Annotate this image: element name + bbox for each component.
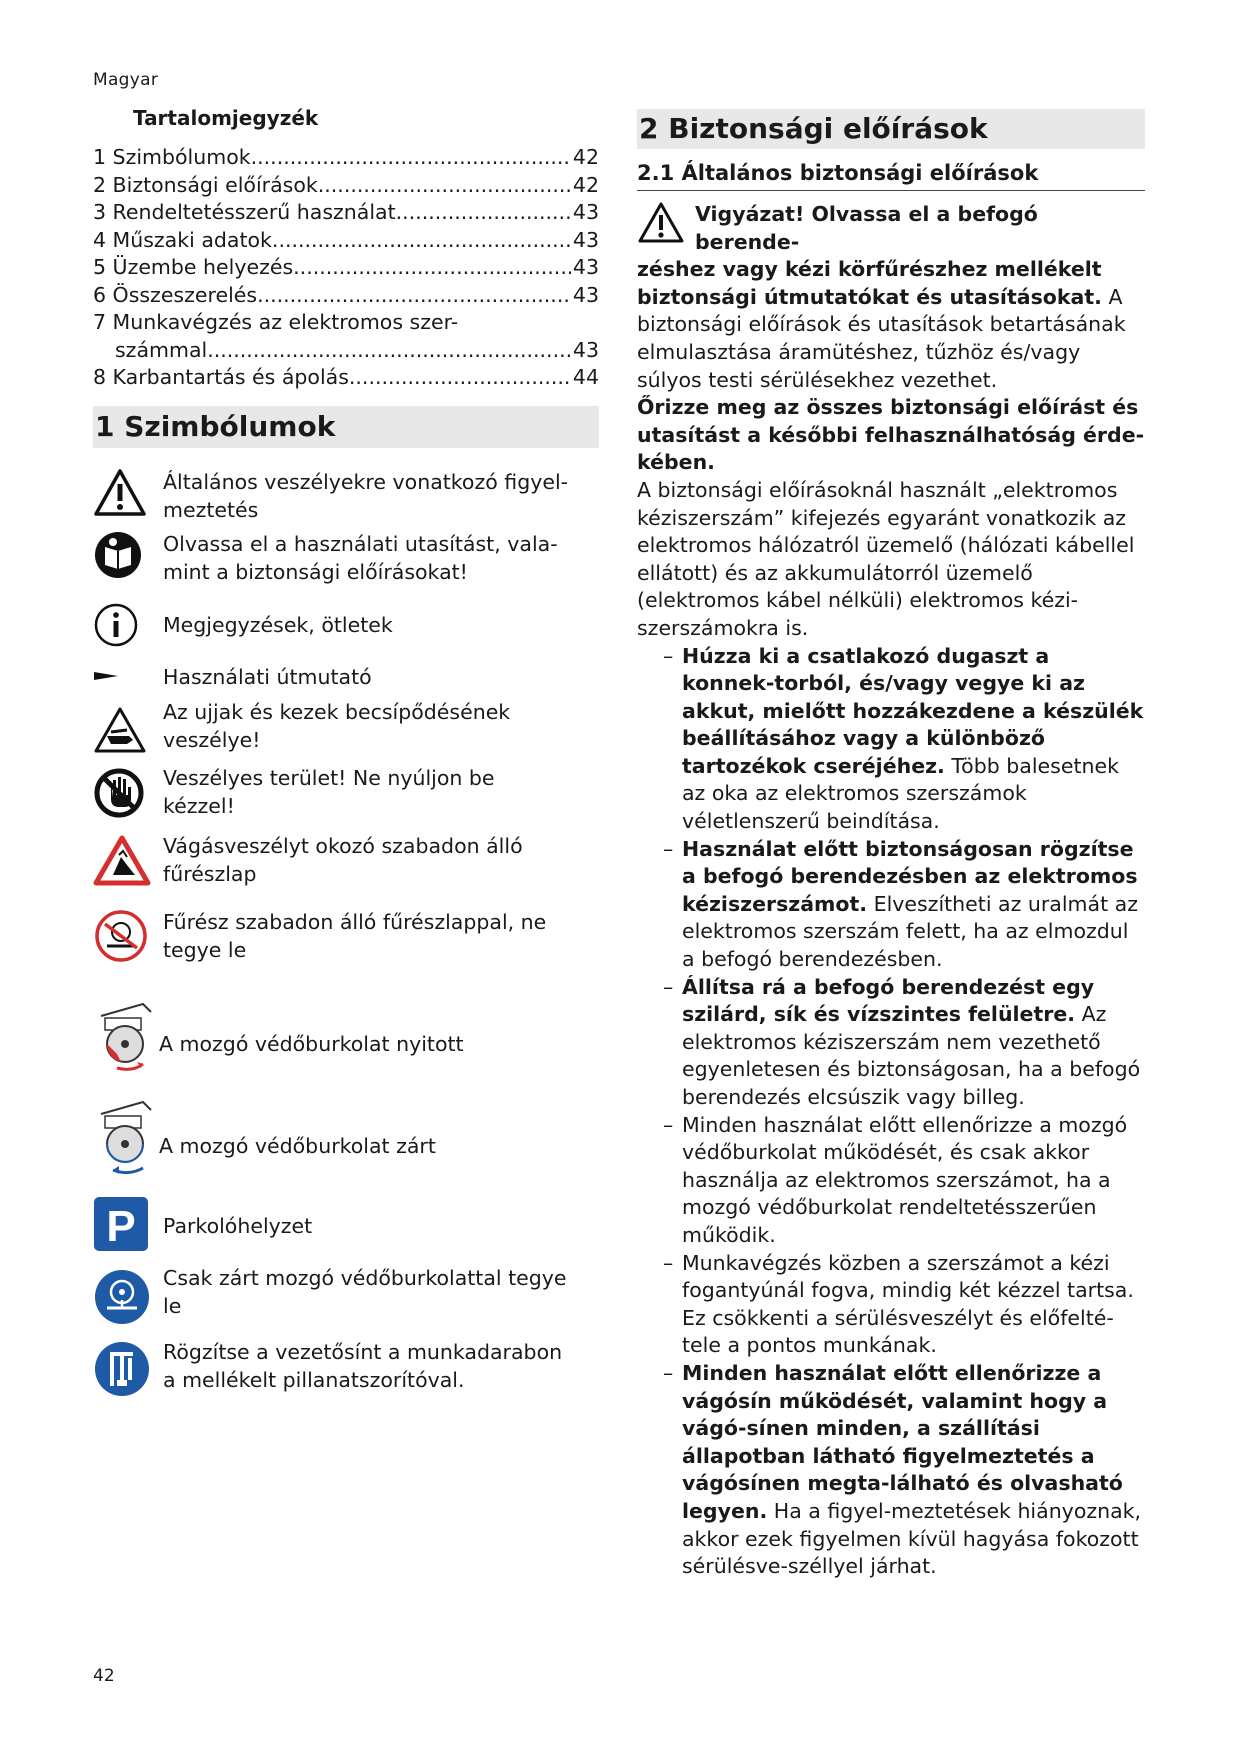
subsection-heading: 2.1 Általános biztonsági előírások	[637, 159, 1145, 191]
toc-item[interactable]: 7 Munkavégzés az elektromos szer-	[93, 310, 459, 334]
no-set-down-icon	[93, 908, 163, 964]
symbol-row	[93, 1338, 599, 1408]
section-heading-safety: 2 Biztonsági előírások	[637, 109, 1145, 149]
symbol-text: tegye le	[163, 937, 247, 962]
symbol-text: Parkolóhelyzet	[163, 1213, 313, 1238]
symbol-text: Használati útmutató	[163, 664, 372, 689]
toc-item[interactable]: 4 Műszaki adatok ..... 43	[93, 227, 599, 255]
toc-item[interactable]: 1 Szimbólumok ..... 42	[93, 144, 599, 172]
symbol-row	[93, 1090, 599, 1186]
language-label: Magyar	[93, 70, 159, 90]
keep-instructions: Őrizze meg az összes biztonsági előírást és utasítást a későbbi felhasználhatóság érde-kében.	[637, 395, 1145, 475]
symbol-text: Vágásveszélyt okozó szabadon álló	[163, 833, 523, 858]
symbol-text: Fűrész szabadon álló fűrészlappal, ne	[163, 909, 547, 934]
symbols-list	[93, 468, 599, 1408]
toc-item[interactable]: 3 Rendeltetésszerű használat ..... 43	[93, 199, 599, 227]
list-item: – Minden használat előtt ellenőrizze a mozgó védőburkolat működését, és csak akkor használja az elektromos szerszámot, ha a mozgó védőburkolat rendeltetésszerűen működik.	[663, 1112, 1128, 1247]
symbol-text: A mozgó védőburkolat zárt	[159, 1133, 436, 1158]
symbol-row	[93, 990, 599, 1090]
definition-paragraph: A biztonsági előírásoknál használt „elektromos kéziszerszám” kifejezés egyaránt vonatkozik az elektromos hálózatról üzemelő (hálózati kábellel ellátott) és az akkumulátorról üzemelő (elektromos kábel nélküli) elektromos kézi-szerszámokra is.	[637, 477, 1135, 640]
symbol-text: Az ujjak és kezek becsípődésének	[163, 699, 511, 724]
pinch-hazard-icon	[93, 698, 163, 754]
symbol-text: Rögzítse a vezetősínt a munkadarabon	[163, 1339, 563, 1364]
section-heading-symbols: 1 Szimbólumok	[93, 406, 599, 448]
symbol-row	[93, 908, 599, 990]
symbol-text: Olvassa el a használati utasítást, vala-	[163, 531, 558, 556]
symbol-row	[93, 764, 599, 832]
right-column	[637, 109, 1145, 1581]
table-of-contents	[93, 144, 599, 392]
read-manual-icon	[93, 530, 163, 580]
set-down-closed-guard-icon	[93, 1264, 163, 1326]
guard-closed-icon	[93, 1090, 163, 1178]
info-icon	[93, 602, 163, 648]
symbol-row	[93, 602, 599, 652]
warning-paragraph	[637, 201, 1145, 394]
symbol-text: Általános veszélyekre vonatkozó figyel-	[163, 469, 569, 494]
symbol-text: kézzel!	[163, 793, 235, 818]
toc-item[interactable]: 2 Biztonsági előírások ..... 42	[93, 172, 599, 200]
symbol-text: mint a biztonsági előírásokat!	[163, 559, 468, 584]
list-item: – Használat előtt biztonságosan rögzítse a befogó berendezésben az elektromos kéziszerszámot. Elveszítheti az uralmát az elektromos szerszám felett, ha az elmozdul a befogó berendezésben.	[663, 836, 1138, 972]
symbol-text: A mozgó védőburkolat nyitott	[159, 1031, 464, 1056]
toc-item[interactable]: 5 Üzembe helyezés ..... 43	[93, 254, 599, 282]
list-item: – Húzza ki a csatlakozó dugaszt a konnek-torból, és/vagy vegye ki az akkut, mielőtt hozzákezdene a készülék beállításához vagy a különböző tartozékok cseréjéhez. Több balesetnek az oka az elektromos szerszámok véletlenszerű beindítása.	[663, 643, 1144, 834]
symbol-text: meztetés	[163, 497, 259, 522]
toc-title: Tartalomjegyzék	[133, 106, 319, 130]
symbol-row	[93, 698, 599, 764]
symbol-row	[93, 652, 599, 698]
symbol-text: a mellékelt pillanatszorítóval.	[163, 1367, 465, 1392]
symbol-row	[93, 468, 599, 530]
list-item: – Állítsa rá a befogó berendezést egy szilárd, sík és vízszintes felületre. Az elektromos kéziszerszám nem vezethető egyenletesen és biztonságosan, ha a befogó berendezés elcsúszik vagy billeg.	[663, 974, 1141, 1109]
symbol-text: le	[163, 1293, 182, 1318]
parking-glyph: P	[106, 1201, 136, 1251]
warning-text: A biztonsági előírások és utasítások betartásának elmulasztása áramütéshez, tűzhöz és/vagy súlyos testi sérülésekhez vezethet.	[637, 284, 1126, 392]
symbol-text: Csak zárt mozgó védőburkolattal tegye	[163, 1265, 567, 1290]
list-item: – Munkavégzés közben a szerszámot a kézi fogantyúnál fogva, mindig két kézzel tartsa. Ez csökkenti a sérülésveszélyt és előfelté-tele a pontos munkának.	[663, 1250, 1134, 1358]
toc-item-continuation[interactable]: számmal ..... 43	[93, 337, 599, 365]
page-number: 42	[93, 1666, 115, 1686]
warning-line: biztonsági útmutatókat és utasításokat.	[637, 284, 1102, 309]
guard-open-icon	[93, 990, 163, 1076]
warning-line: zéshez vagy kézi körfűrészhez mellékelt	[637, 257, 1102, 282]
symbol-text: Veszélyes terület! Ne nyúljon be	[163, 765, 495, 790]
symbol-row	[93, 1264, 599, 1338]
warning-triangle-icon	[637, 201, 695, 253]
symbol-row	[93, 530, 599, 602]
warning-triangle-icon	[93, 468, 163, 518]
safety-list	[637, 643, 1145, 1581]
parking-icon	[93, 1186, 163, 1252]
no-hand-icon	[93, 764, 163, 819]
symbol-row	[93, 1186, 599, 1264]
symbol-text: fűrészlap	[163, 861, 257, 886]
list-item: – Minden használat előtt ellenőrizze a vágósín működését, valamint hogy a vágó-sínen minden, a szállítási állapotban látható figyelmeztetés a vágósínen megta-lálható és olvasható legyen. Ha a figyel-meztetések hiányoznak, akkor ezek figyelmen kívül hagyása fokozott sérülésve-széllyel járhat.	[663, 1360, 1142, 1579]
toc-item[interactable]: 6 Összeszerelés ..... 43	[93, 282, 599, 310]
instruction-arrow-icon	[93, 652, 163, 682]
toc-item[interactable]: 8 Karbantartás és ápolás ..... 44	[93, 364, 599, 392]
symbol-text: Megjegyzések, ötletek	[163, 612, 393, 637]
symbol-text: veszélye!	[163, 727, 261, 752]
symbol-row	[93, 832, 599, 908]
warning-line: Vigyázat! Olvassa el a befogó berende-	[695, 202, 1038, 254]
blade-hazard-icon	[93, 832, 163, 887]
left-column	[93, 106, 599, 1408]
clamp-icon	[93, 1338, 163, 1398]
